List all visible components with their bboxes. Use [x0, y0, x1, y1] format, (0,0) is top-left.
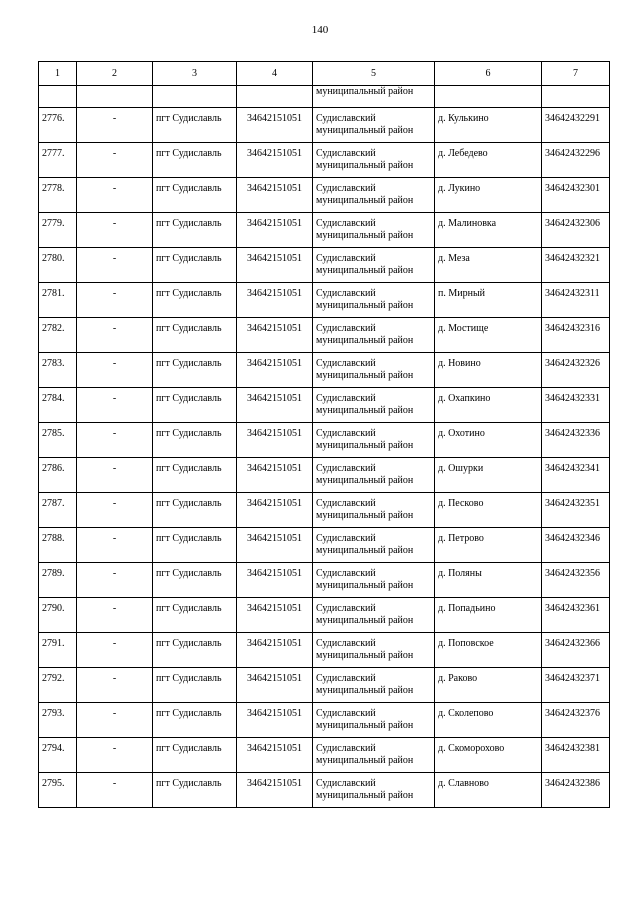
row-number: 2794. — [39, 738, 77, 773]
cell-locality: д. Скоморохово — [435, 738, 542, 773]
cell-code: 34642151051 — [237, 353, 313, 388]
district-name: Судиславский — [316, 183, 376, 194]
cell-code: 34642151051 — [237, 213, 313, 248]
cell-locality-code: 34642432371 — [542, 668, 610, 703]
cell-settlement: пгт Судиславль — [153, 423, 237, 458]
district-type: муниципальный район — [316, 265, 414, 276]
cell-col2: - — [77, 248, 153, 283]
cell-code: 34642151051 — [237, 248, 313, 283]
table-row — [39, 143, 610, 178]
district-name: Судиславский — [316, 218, 376, 229]
cell-locality-code: 34642432351 — [542, 493, 610, 528]
district-name: Судиславский — [316, 323, 376, 334]
cell-code: 34642151051 — [237, 178, 313, 213]
column-header: 2 — [77, 62, 153, 86]
column-header: 5 — [313, 62, 435, 86]
cell-locality: д. Лукино — [435, 178, 542, 213]
district-name: Судиславский — [316, 568, 376, 579]
cell-col2: - — [77, 283, 153, 318]
page-number: 140 — [311, 24, 329, 36]
district-type: муниципальный район — [316, 650, 414, 661]
cell-district — [313, 213, 435, 248]
cell-locality: д. Сколепово — [435, 703, 542, 738]
cell-code: 34642151051 — [237, 318, 313, 353]
cell-locality-code: 34642432381 — [542, 738, 610, 773]
cell-col2: - — [77, 703, 153, 738]
cell-locality: д. Лебедево — [435, 143, 542, 178]
row-number: 2781. — [39, 283, 77, 318]
cell-settlement: пгт Судиславль — [153, 633, 237, 668]
cell-locality: д. Раково — [435, 668, 542, 703]
cell-district — [313, 143, 435, 178]
cell-code: 34642151051 — [237, 633, 313, 668]
cell-col2: - — [77, 633, 153, 668]
table-row — [39, 318, 610, 353]
row-number: 2783. — [39, 353, 77, 388]
district-name: Судиславский — [316, 498, 376, 509]
cell-locality-code: 34642432311 — [542, 283, 610, 318]
district-name: Судиславский — [316, 533, 376, 544]
cell-locality: д. Малиновка — [435, 213, 542, 248]
district-type: муниципальный район — [316, 580, 414, 591]
row-number: 2777. — [39, 143, 77, 178]
cell-col2: - — [77, 493, 153, 528]
district-name: Судиславский — [316, 743, 376, 754]
cell-district — [313, 703, 435, 738]
district-name: Судиславский — [316, 393, 376, 404]
cell-settlement: пгт Судиславль — [153, 563, 237, 598]
table-row — [39, 738, 610, 773]
cell-district — [313, 458, 435, 493]
cell-district — [313, 283, 435, 318]
cell-col2: - — [77, 353, 153, 388]
row-number: 2787. — [39, 493, 77, 528]
cell-col2: - — [77, 668, 153, 703]
district-type: муниципальный район — [316, 755, 414, 766]
cell-settlement: пгт Судиславль — [153, 318, 237, 353]
table-row — [39, 493, 610, 528]
table-row — [39, 458, 610, 493]
table-row — [39, 108, 610, 143]
cell-settlement: пгт Судиславль — [153, 598, 237, 633]
settlements-table — [38, 61, 610, 808]
district-type: муниципальный район — [316, 335, 414, 346]
cell-settlement: пгт Судиславль — [153, 353, 237, 388]
district-name: Судиславский — [316, 638, 376, 649]
table-row — [39, 668, 610, 703]
district-type: муниципальный район — [316, 125, 414, 136]
cell-col2: - — [77, 598, 153, 633]
cell-code: 34642151051 — [237, 493, 313, 528]
row-number: 2790. — [39, 598, 77, 633]
table-row — [39, 773, 610, 808]
cell-locality-code: 34642432291 — [542, 108, 610, 143]
cell-district — [313, 353, 435, 388]
district-type: муниципальный район — [316, 475, 414, 486]
cell-code: 34642151051 — [237, 388, 313, 423]
cell-settlement: пгт Судиславль — [153, 703, 237, 738]
cell-settlement: пгт Судиславль — [153, 108, 237, 143]
cell-locality-code: 34642432321 — [542, 248, 610, 283]
cell-col2: - — [77, 213, 153, 248]
cell-locality-code: 34642432376 — [542, 703, 610, 738]
row-number: 2789. — [39, 563, 77, 598]
district-type: муниципальный район — [316, 685, 414, 696]
row-number: 2782. — [39, 318, 77, 353]
cell-district — [313, 563, 435, 598]
district-type: муниципальный район — [316, 370, 414, 381]
cell-code: 34642151051 — [237, 283, 313, 318]
table-row — [39, 388, 610, 423]
district-name: Судиславский — [316, 673, 376, 684]
cell-district — [313, 598, 435, 633]
district-type: муниципальный район — [316, 160, 414, 171]
district-type: муниципальный район — [316, 545, 414, 556]
cell-code: 34642151051 — [237, 108, 313, 143]
cell-code: 34642151051 — [237, 773, 313, 808]
cell-locality-code: 34642432361 — [542, 598, 610, 633]
table-row — [39, 528, 610, 563]
cell-locality: д. Песково — [435, 493, 542, 528]
cell-settlement: пгт Судиславль — [153, 143, 237, 178]
cell-locality: д. Славново — [435, 773, 542, 808]
cell-col2: - — [77, 318, 153, 353]
cell-settlement: пгт Судиславль — [153, 528, 237, 563]
cell-locality: д. Охапкино — [435, 388, 542, 423]
cell-col2: - — [77, 423, 153, 458]
table-row — [39, 178, 610, 213]
district-type: муниципальный район — [316, 790, 414, 801]
cell-settlement: пгт Судиславль — [153, 178, 237, 213]
cell-settlement: пгт Судиславль — [153, 668, 237, 703]
district-name: Судиславский — [316, 253, 376, 264]
district-name: Судиславский — [316, 148, 376, 159]
cell-district — [313, 738, 435, 773]
cell-locality: д. Поляны — [435, 563, 542, 598]
cell-district — [313, 108, 435, 143]
cell-col2: - — [77, 178, 153, 213]
cell-locality: д. Новино — [435, 353, 542, 388]
district-name: Судиславский — [316, 603, 376, 614]
cell-locality-code: 34642432306 — [542, 213, 610, 248]
cell-district — [313, 633, 435, 668]
cell-district — [313, 773, 435, 808]
row-number: 2779. — [39, 213, 77, 248]
row-number: 2791. — [39, 633, 77, 668]
cell-locality: д. Охотино — [435, 423, 542, 458]
row-number: 2780. — [39, 248, 77, 283]
cell-settlement: пгт Судиславль — [153, 773, 237, 808]
cell-locality: д. Петрово — [435, 528, 542, 563]
row-number: 2786. — [39, 458, 77, 493]
cell-code: 34642151051 — [237, 668, 313, 703]
district-name: Судиславский — [316, 708, 376, 719]
column-header: 4 — [237, 62, 313, 86]
district-type: муниципальный район — [316, 405, 414, 416]
cell-col2: - — [77, 143, 153, 178]
continuation-row — [39, 86, 610, 108]
cell-code: 34642151051 — [237, 738, 313, 773]
cell-locality: д. Поповское — [435, 633, 542, 668]
cell-settlement: пгт Судиславль — [153, 493, 237, 528]
row-number: 2776. — [39, 108, 77, 143]
cell-locality-code: 34642432386 — [542, 773, 610, 808]
row-number: 2785. — [39, 423, 77, 458]
cell-settlement: пгт Судиславль — [153, 738, 237, 773]
cell-col2: - — [77, 528, 153, 563]
cell-col2: - — [77, 773, 153, 808]
cell-locality-code: 34642432341 — [542, 458, 610, 493]
row-number: 2795. — [39, 773, 77, 808]
cell-code: 34642151051 — [237, 598, 313, 633]
column-header: 6 — [435, 62, 542, 86]
header-row — [39, 62, 610, 86]
column-header: 1 — [39, 62, 77, 86]
cell-settlement: пгт Судиславль — [153, 248, 237, 283]
cell-locality: д. Попадьино — [435, 598, 542, 633]
district-type: муниципальный район — [316, 300, 414, 311]
table-row — [39, 703, 610, 738]
cell-district — [313, 248, 435, 283]
cell-district — [313, 178, 435, 213]
cell-district — [313, 528, 435, 563]
cell-code: 34642151051 — [237, 563, 313, 598]
cell-district — [313, 388, 435, 423]
cell-district — [313, 423, 435, 458]
cell-settlement: пгт Судиславль — [153, 458, 237, 493]
table-row — [39, 248, 610, 283]
cell-code: 34642151051 — [237, 423, 313, 458]
cell-locality: д. Меза — [435, 248, 542, 283]
cell-settlement: пгт Судиславль — [153, 213, 237, 248]
district-name: Судиславский — [316, 463, 376, 474]
table-row — [39, 213, 610, 248]
cell-district — [313, 668, 435, 703]
table-row — [39, 353, 610, 388]
column-header: 3 — [153, 62, 237, 86]
row-number: 2778. — [39, 178, 77, 213]
district-type: муниципальный район — [316, 440, 414, 451]
district-name: Судиславский — [316, 288, 376, 299]
cell-locality-code: 34642432356 — [542, 563, 610, 598]
cell-col2: - — [77, 388, 153, 423]
cell-locality: д. Мостище — [435, 318, 542, 353]
column-header: 7 — [542, 62, 610, 86]
table-row — [39, 633, 610, 668]
district-name: Судиславский — [316, 358, 376, 369]
cell-locality: п. Мирный — [435, 283, 542, 318]
cell-locality-code: 34642432366 — [542, 633, 610, 668]
district-type: муниципальный район — [316, 720, 414, 731]
district-name: Судиславский — [316, 428, 376, 439]
table-row — [39, 423, 610, 458]
cell-settlement: пгт Судиславль — [153, 283, 237, 318]
row-number: 2792. — [39, 668, 77, 703]
cell-col2: - — [77, 108, 153, 143]
cell-district — [313, 318, 435, 353]
cell-settlement: пгт Судиславль — [153, 388, 237, 423]
cell-code: 34642151051 — [237, 528, 313, 563]
district-name: Судиславский — [316, 113, 376, 124]
cell-col2: - — [77, 738, 153, 773]
district-type: муниципальный район — [316, 510, 414, 521]
cell-col2: - — [77, 458, 153, 493]
district-type: муниципальный район — [316, 195, 414, 206]
cell-locality: д. Кулькино — [435, 108, 542, 143]
table-row — [39, 283, 610, 318]
cell-code: 34642151051 — [237, 458, 313, 493]
cell-code: 34642151051 — [237, 143, 313, 178]
cell-locality-code: 34642432296 — [542, 143, 610, 178]
cell-code: 34642151051 — [237, 703, 313, 738]
cell-col2: - — [77, 563, 153, 598]
cell-locality-code: 34642432316 — [542, 318, 610, 353]
district-type: муниципальный район — [316, 230, 414, 241]
table-row — [39, 563, 610, 598]
cell-locality-code: 34642432336 — [542, 423, 610, 458]
cell-locality: д. Ошурки — [435, 458, 542, 493]
district-name: Судиславский — [316, 778, 376, 789]
district-type: муниципальный район — [316, 615, 414, 626]
row-number: 2788. — [39, 528, 77, 563]
cell-locality-code: 34642432326 — [542, 353, 610, 388]
row-number: 2784. — [39, 388, 77, 423]
continuation-text: муниципальный район — [313, 86, 435, 108]
cell-locality-code: 34642432346 — [542, 528, 610, 563]
row-number: 2793. — [39, 703, 77, 738]
cell-locality-code: 34642432331 — [542, 388, 610, 423]
cell-locality-code: 34642432301 — [542, 178, 610, 213]
cell-district — [313, 493, 435, 528]
table-row — [39, 598, 610, 633]
